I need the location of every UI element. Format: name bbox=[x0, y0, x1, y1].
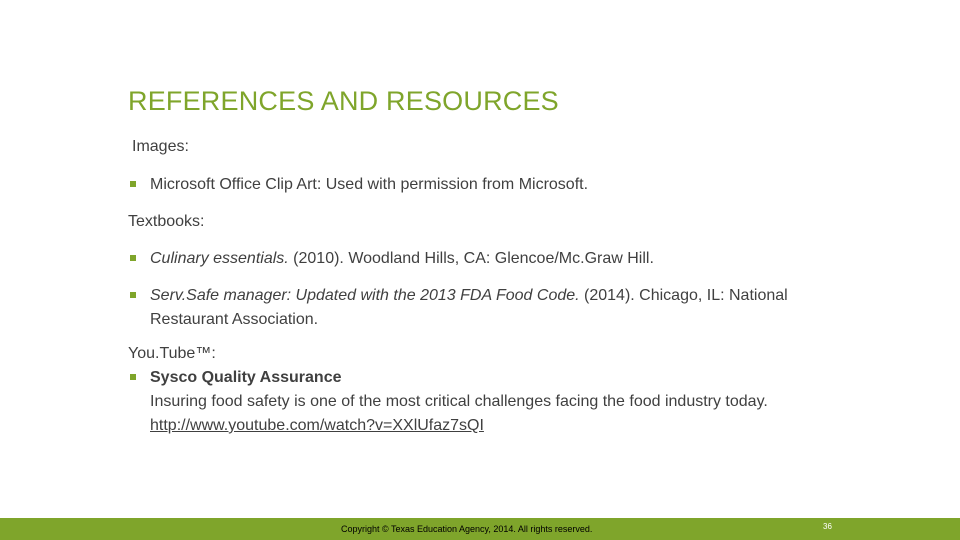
square-bullet-icon bbox=[130, 374, 136, 380]
slide-title: REFERENCES AND RESOURCES bbox=[128, 86, 559, 116]
images-label: Images: bbox=[132, 138, 189, 155]
book-title: Serv.Safe manager: Updated with the 2013 FDA Food Code. bbox=[150, 287, 580, 304]
book-details: (2010). Woodland Hills, CA: Glencoe/Mc.Graw Hill. bbox=[288, 250, 654, 267]
book-title: Culinary essentials. bbox=[150, 250, 289, 267]
textbooks-label: Textbooks: bbox=[128, 213, 205, 230]
list-item bbox=[128, 173, 818, 197]
video-description: Insuring food safety is one of the most critical challenges facing the food industry today. bbox=[150, 393, 768, 410]
square-bullet-icon bbox=[130, 292, 136, 298]
square-bullet-icon bbox=[130, 255, 136, 261]
video-title: Sysco Quality Assurance bbox=[150, 369, 342, 386]
list-item bbox=[128, 284, 818, 332]
youtube-label: You.Tube™: bbox=[128, 345, 216, 362]
video-entry bbox=[150, 366, 818, 438]
list-item bbox=[128, 366, 818, 438]
page-number: 36 bbox=[823, 522, 832, 531]
textbook-citation bbox=[150, 284, 818, 332]
list-item bbox=[128, 247, 818, 271]
video-link[interactable]: http://www.youtube.com/watch?v=XXlUfaz7sQI bbox=[150, 417, 484, 434]
clip-art-credit: Microsoft Office Clip Art: Used with permission from Microsoft. bbox=[150, 176, 589, 193]
copyright-notice: Copyright © Texas Education Agency, 2014. All rights reserved. bbox=[341, 524, 593, 534]
book-details: (2014). Chicago, IL: National Restaurant Association. bbox=[150, 287, 788, 328]
textbook-citation bbox=[150, 247, 818, 271]
square-bullet-icon bbox=[130, 181, 136, 187]
